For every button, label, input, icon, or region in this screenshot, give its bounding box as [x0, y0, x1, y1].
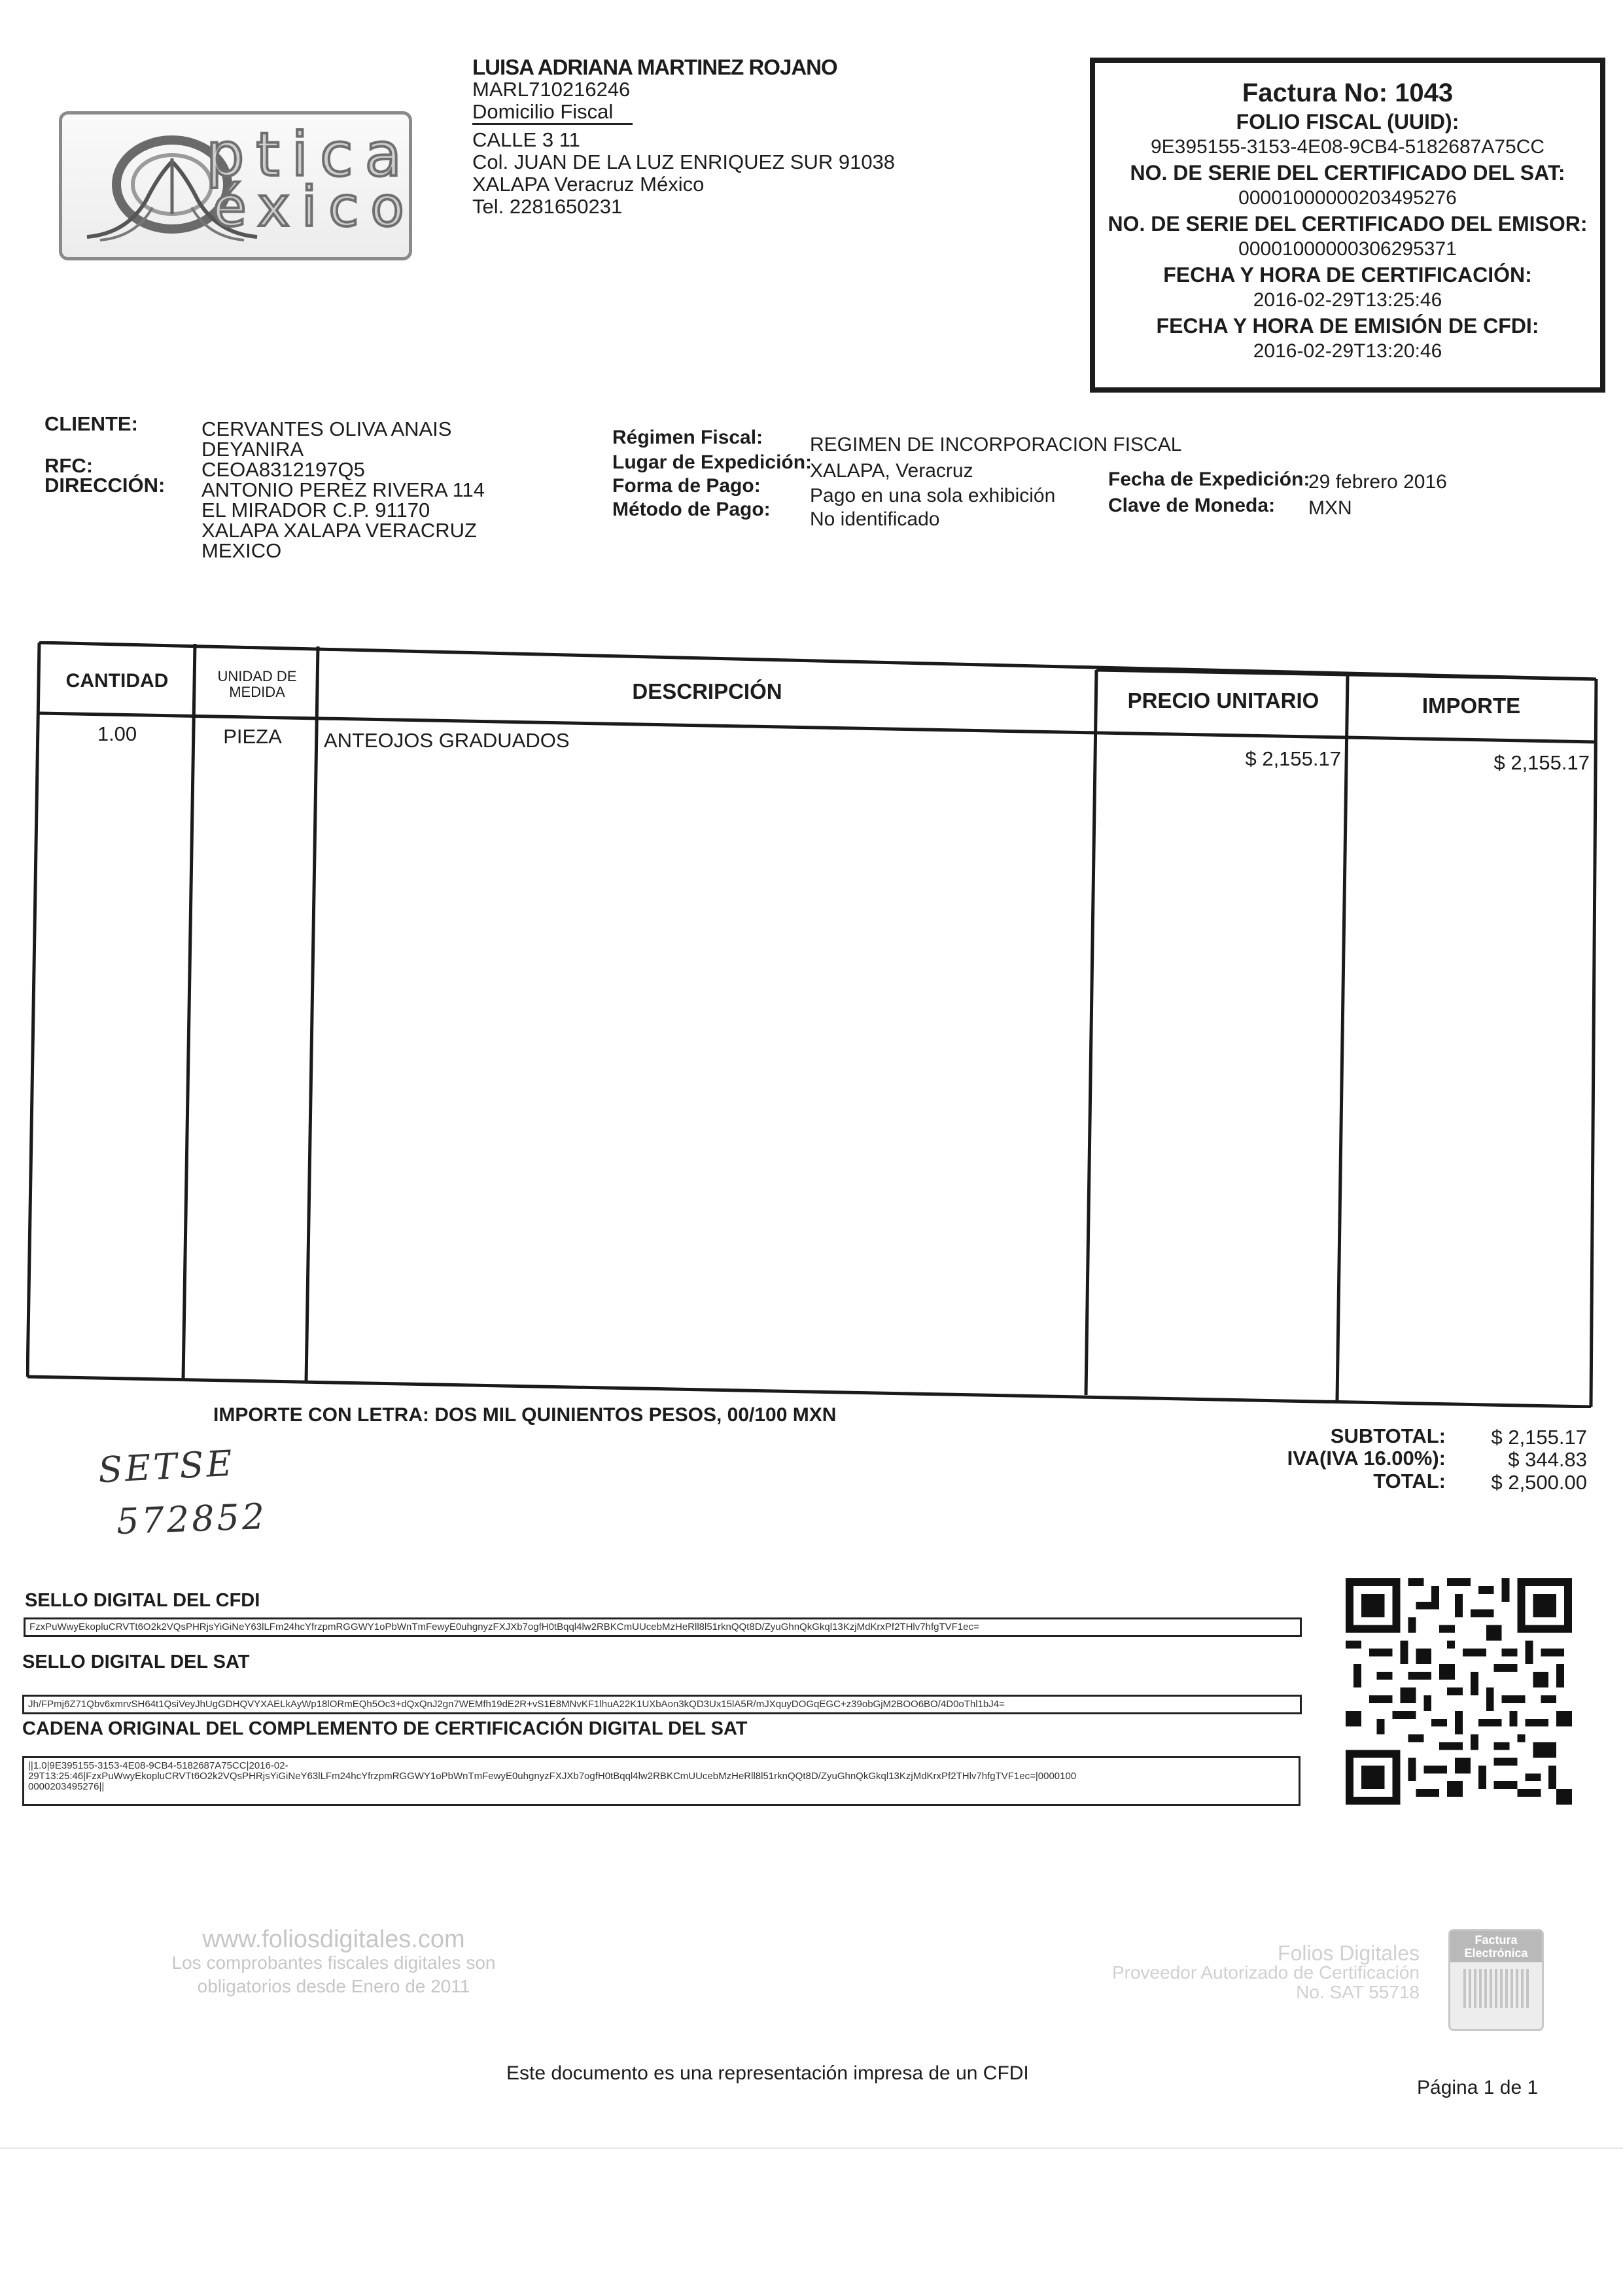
- serie-emisor-value: 00001000000306295371: [1238, 238, 1457, 260]
- factura-number: Factura No: 1043: [1242, 79, 1454, 107]
- certificacion-value: 2016-02-29T13:25:46: [1253, 289, 1442, 311]
- footer-website: www.foliosdigitales.com: [202, 1926, 465, 1953]
- row1-descripcion: ANTEOJOS GRADUADOS: [324, 729, 570, 752]
- sello-sat-box: [22, 1695, 1302, 1714]
- issuer-address-1: CALLE 3 11: [472, 128, 580, 151]
- importe-letra: [213, 1404, 836, 1426]
- direccion-label: DIRECCIÓN:: [44, 474, 166, 497]
- fecha-label: Fecha de Expedición:: [1108, 468, 1310, 490]
- handwritten-note-1: SETSE: [97, 1442, 236, 1491]
- footer-web-line2: Los comprobantes fiscales digitales son: [171, 1952, 496, 1973]
- cadena-line1: ||1.0|9E395155-3153-4E08-9CB4-5182687A75CC|2016-02-: [28, 1760, 288, 1771]
- serie-sat-value: 00001000000203495276: [1238, 187, 1457, 209]
- page-number: Página 1 de 1: [1417, 2077, 1539, 2098]
- direccion-line2: EL MIRADOR C.P. 91170: [201, 499, 430, 521]
- importe-letra-value: DOS MIL QUINIENTOS PESOS, 00/100 MXN: [434, 1404, 837, 1426]
- footer-provider-3: No. SAT 55718: [1296, 1982, 1420, 2002]
- cadena-box: [22, 1756, 1300, 1806]
- footer-provider-1: Folios Digitales: [1278, 1941, 1420, 1965]
- logo-text-sub: éxico: [213, 175, 416, 239]
- cliente-rfc-value: CEOA8312197Q5: [201, 458, 365, 481]
- folio-fiscal-label: FOLIO FISCAL (UUID):: [1236, 110, 1459, 133]
- footer-note: Este documento es una representación impresa de un CFDI: [506, 2062, 1029, 2084]
- issuer-domicilio-label: Domicilio Fiscal: [472, 101, 633, 125]
- col-descripcion-header: DESCRIPCIÓN: [632, 679, 782, 703]
- page-edge-divider: [0, 2147, 1623, 2149]
- issuer-address-3: XALAPA Veracruz México: [472, 173, 705, 196]
- sello-sat-label: SELLO DIGITAL DEL SAT: [22, 1651, 250, 1672]
- row1-importe: $ 2,155.17: [1493, 751, 1590, 774]
- col-precio-header: PRECIO UNITARIO: [1127, 688, 1319, 713]
- col-importe-header: IMPORTE: [1422, 694, 1521, 718]
- handwritten-note-2: 572852: [115, 1496, 268, 1542]
- cadena-label: CADENA ORIGINAL DEL COMPLEMENTO DE CERTIFICACIÓN DIGITAL DEL SAT: [22, 1718, 748, 1739]
- issuer-name: LUISA ADRIANA MARTINEZ ROJANO: [472, 55, 837, 79]
- serie-emisor-label: NO. DE SERIE DEL CERTIFICADO DEL EMISOR:: [1108, 212, 1588, 236]
- iva-value: $ 344.83: [1508, 1448, 1587, 1471]
- totals-values: [1452, 1426, 1587, 1494]
- certificacion-label: FECHA Y HORA DE CERTIFICACIÓN:: [1163, 263, 1532, 287]
- importe-letra-label: IMPORTE CON LETRA:: [213, 1404, 429, 1426]
- row1-precio: $ 2,155.17: [1245, 747, 1341, 770]
- cliente-name: [201, 419, 485, 561]
- row1-unidad: PIEZA: [223, 725, 282, 748]
- forma-label: Forma de Pago:: [612, 475, 761, 497]
- totals-labels: [1230, 1425, 1446, 1493]
- cliente-name-line2: DEYANIRA: [201, 438, 304, 461]
- items-table: [26, 641, 1600, 1408]
- iva-label: IVA(IVA 16.00%):: [1287, 1447, 1446, 1470]
- factura-info-box: [1090, 58, 1605, 393]
- subtotal-label: SUBTOTAL:: [1330, 1424, 1446, 1447]
- moneda-label: Clave de Moneda:: [1108, 495, 1276, 516]
- direccion-line4: MEXICO: [201, 539, 282, 562]
- total-value: $ 2,500.00: [1491, 1471, 1587, 1494]
- issuer-address-2: Col. JUAN DE LA LUZ ENRIQUEZ SUR 91038: [472, 150, 896, 173]
- issuer-rfc: MARL710216246: [472, 78, 631, 101]
- lugar-label: Lugar de Expedición:: [612, 451, 812, 473]
- moneda-value: MXN: [1308, 497, 1352, 519]
- regimen-label: Régimen Fiscal:: [612, 427, 763, 448]
- metodo-value: No identificado: [810, 508, 940, 530]
- regimen-value: REGIMEN DE INCORPORACION FISCAL: [810, 434, 1182, 455]
- cadena-line3: 0000203495276||: [28, 1781, 105, 1792]
- serie-sat-label: NO. DE SERIE DEL CERTIFICADO DEL SAT:: [1130, 161, 1565, 185]
- folio-fiscal-value: 9E395155-3153-4E08-9CB4-5182687A75CC: [1150, 136, 1545, 158]
- cliente-name-line1: CERVANTES OLIVA ANAIS: [201, 417, 452, 440]
- sello-cfdi-value: FzxPuWwyEkopluCRVTt6O2k2VQsPHRjsYiGiNeY63lLFm24hcYfrzpmRGGWY1oPbWnTmFewyE0uhgnyzFXJXb7ogfH0tBqql4lw2RBKCmUUcebMzHeRll8l51rknQQt8D/ZyuGhnQkGkql13KzjMdKrxPf2THlv7hfgTVF1ec=: [29, 1621, 979, 1633]
- qr-code-icon: [1345, 1578, 1573, 1805]
- footer-provider-block: [1047, 1943, 1420, 2002]
- footer-provider-2: Proveedor Autorizado de Certificación: [1111, 1962, 1420, 1983]
- footer-web-line3: obligatorios desde Enero de 2011: [197, 1976, 470, 1996]
- fecha-value: 29 febrero 2016: [1308, 471, 1447, 493]
- sello-sat-value: Jh/FPmj6Z71Qbv6xmrvSH64t1QsiVeyJhUgGDHQVYXAELkAyWp18lORmEQh5Oc3+dQxQnJ2gn7WEMfh19dE2R+vS1E8MNvKF1lhuA22K1UXbAon3kQD3Ux15lA5R/mJXquyDOGqEGC+z39obGjM2BOO6BO/4D0oThl1bJ4=: [28, 1699, 1005, 1710]
- rfc-label: RFC:: [44, 454, 94, 477]
- sello-cfdi-label: SELLO DIGITAL DEL CFDI: [25, 1590, 260, 1611]
- forma-value: Pago en una sola exhibición: [810, 485, 1056, 506]
- footer-website-block: [144, 1928, 523, 1998]
- badge-text-1: Factura: [1475, 1934, 1518, 1947]
- issuer-block: [472, 56, 895, 218]
- metodo-label: Método de Pago:: [612, 499, 771, 520]
- subtotal-value: $ 2,155.17: [1491, 1426, 1587, 1449]
- col-unidad-header: UNIDAD DE MEDIDA: [217, 668, 297, 700]
- cliente-label: CLIENTE:: [44, 412, 138, 435]
- direccion-line3: XALAPA XALAPA VERACRUZ: [201, 519, 477, 542]
- lugar-value: XALAPA, Veracruz: [810, 460, 973, 482]
- emision-value: 2016-02-29T13:20:46: [1253, 340, 1442, 362]
- direccion-line1: ANTONIO PEREZ RIVERA 114: [201, 478, 485, 501]
- badge-text-2: Electrónica: [1464, 1947, 1528, 1960]
- optica-mexico-logo: [59, 111, 416, 260]
- sello-cfdi-box: [24, 1617, 1302, 1637]
- col-cantidad-header: CANTIDAD: [65, 670, 169, 692]
- factura-electronica-badge-icon: [1448, 1929, 1544, 2031]
- issuer-phone: Tel. 2281650231: [472, 195, 623, 218]
- emision-label: FECHA Y HORA DE EMISIÓN DE CFDI:: [1156, 314, 1539, 338]
- cadena-line2: 29T13:25:46|FzxPuWwyEkopluCRVTt6O2k2VQsPHRjsYiGiNeY63lLFm24hcYfrzpmRGGWY1oPbWnTmFewyE0uhgnyzFXJXb7ogfH0tBqql4lw2RBKCmUUcebMzHeRll8l51rknQQt8D/ZyuGhnQkGkql13KzjMdKrxPf2THlv7hfgTVF1ec=|0000100: [28, 1771, 1077, 1782]
- fiscal-labels: [612, 424, 812, 521]
- total-label: TOTAL:: [1373, 1470, 1446, 1492]
- row1-cantidad: 1.00: [97, 722, 137, 745]
- logo-text-main: ptica: [206, 120, 413, 190]
